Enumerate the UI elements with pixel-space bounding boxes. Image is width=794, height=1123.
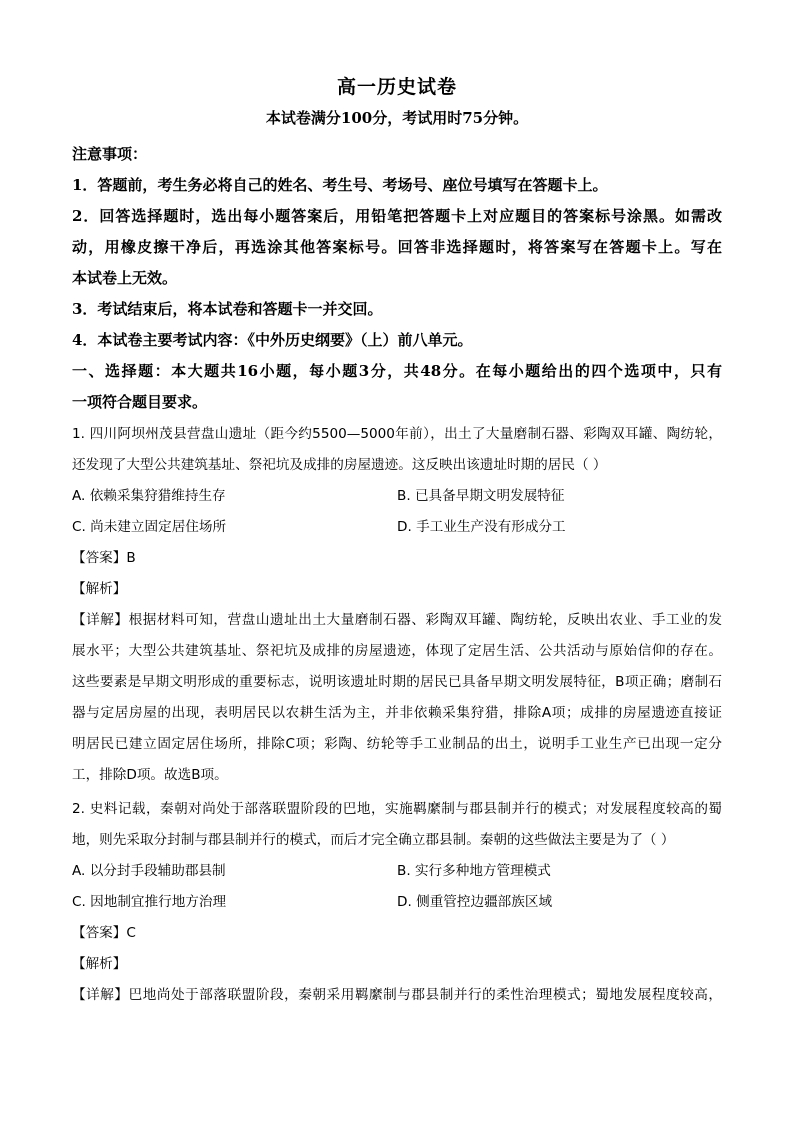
question-2-answer: 【答案】C [72, 925, 136, 941]
question-1-option-a: A. 依赖采集狩猎维持生存 [72, 488, 226, 504]
section-heading: 一、选择题：本大题共16小题，每小题3分，共48分。在每小题给出的四个选项中，只有 [72, 362, 722, 380]
page-title: 高一历史试卷 [336, 76, 457, 98]
question-1-answer: 【答案】B [72, 550, 136, 566]
question-1-detail: 器与定居房屋的出现，表明居民以农耕生活为主，并非依赖采集狩猎，排除A项；成排的房屋遗迹直接证 [72, 705, 722, 721]
section-heading: 一项符合题目要求。 [72, 393, 208, 411]
question-1-detail: 【详解】根据材料可知，营盘山遗址出土大量磨制石器、彩陶双耳罐、陶纺轮，反映出农业、手工业的发 [72, 612, 722, 628]
question-2-option-c: C. 因地制宜推行地方治理 [72, 894, 227, 910]
notice-item: 动，用橡皮擦干净后，再选涂其他答案标号。回答非选择题时，将答案写在答题卡上。写在 [72, 238, 722, 256]
question-1-detail: 这些要素是早期文明形成的重要标志，说明该遗址时期的居民已具备早期文明发展特征，B项正确；磨制石 [72, 674, 722, 690]
question-1-stem: 还发现了大型公共建筑基址、祭祀坑及成排的房屋遗迹。这反映出该遗址时期的居民（ ） [72, 457, 607, 473]
question-1-analysis-label: 【解析】 [72, 581, 127, 597]
exam-subtitle: 本试卷满分100分，考试用时75分钟。 [265, 109, 529, 127]
question-1-option-c: C. 尚未建立固定居住场所 [72, 519, 227, 535]
question-2-option-d: D. 侧重管控边疆部族区域 [397, 894, 553, 910]
notice-item: 2．回答选择题时，选出每小题答案后，用铅笔把答题卡上对应题目的答案标号涂黑。如需改 [72, 207, 722, 225]
question-2-stem: 2. 史料记载，秦朝对尚处于部落联盟阶段的巴地，实施羁縻制与郡县制并行的模式；对发展程度较高的蜀 [72, 801, 722, 817]
question-1-detail: 明居民已建立固定居住场所，排除C项；彩陶、纺轮等手工业制品的出土，说明手工业生产已出现一定分 [72, 736, 722, 752]
notice-item: 4．本试卷主要考试内容：《中外历史纲要》（上）前八单元。 [72, 331, 473, 349]
question-1-option-b: B. 已具备早期文明发展特征 [397, 488, 565, 504]
question-2-stem: 地，则先采取分封制与郡县制并行的模式，而后才完全确立郡县制。秦朝的这些做法主要是为了（ ） [72, 832, 675, 848]
question-1-stem: 1. 四川阿坝州茂县营盘山遗址（距今约5500—5000年前），出土了大量磨制石器、彩陶双耳罐、陶纺轮， [72, 426, 722, 442]
question-2-option-a: A. 以分封手段辅助郡县制 [72, 863, 226, 879]
notice-item: 3．考试结束后，将本试卷和答题卡一并交回。 [72, 300, 383, 318]
notice-heading: 注意事项： [72, 145, 148, 163]
question-1-option-d: D. 手工业生产没有形成分工 [397, 519, 566, 535]
question-2-analysis-label: 【解析】 [72, 956, 127, 972]
question-2-option-b: B. 实行多种地方管理模式 [397, 863, 551, 879]
question-1-detail: 工，排除D项。故选B项。 [72, 767, 228, 783]
notice-item: 1．答题前，考生务必将自己的姓名、考生号、考场号、座位号填写在答题卡上。 [72, 176, 608, 194]
question-1-detail: 展水平；大型公共建筑基址、祭祀坑及成排的房屋遗迹，体现了定居生活、公共活动与原始信仰的存在。 [72, 643, 722, 659]
question-2-detail: 【详解】巴地尚处于部落联盟阶段，秦朝采用羁縻制与郡县制并行的柔性治理模式；蜀地发展程度较高， [72, 987, 722, 1003]
notice-item: 本试卷上无效。 [72, 269, 178, 287]
